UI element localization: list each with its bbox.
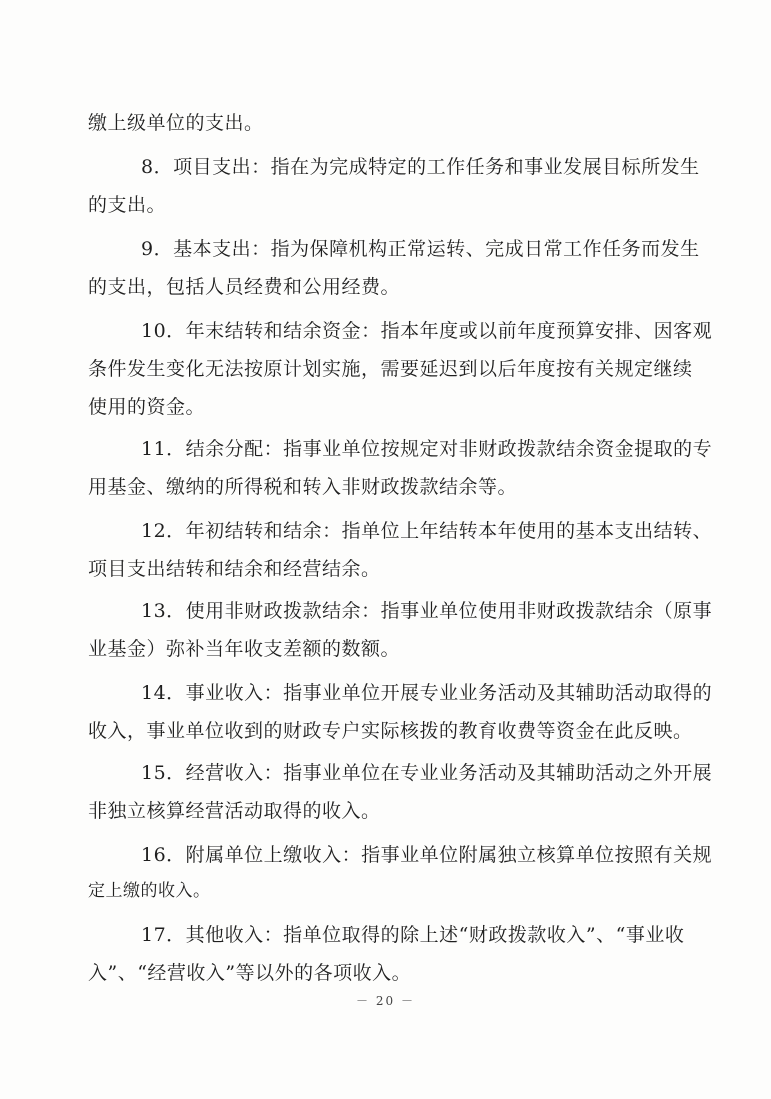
text-line: 项目支出结转和结余和经营结余。 — [88, 558, 381, 580]
text-line: 非独立核算经营活动取得的收入。 — [88, 800, 381, 822]
text-line: 8．项目支出：指在为完成特定的工作任务和事业发展目标所发生 — [141, 156, 700, 178]
text-line: 的支出。 — [88, 194, 167, 216]
text-line: 10．年末结转和结余资金：指本年度或以前年度预算安排、因客观 — [141, 320, 713, 342]
text-line: 缴上级单位的支出。 — [88, 112, 264, 134]
text-line: 11．结余分配：指事业单位按规定对非财政拨款结余资金提取的专 — [141, 438, 713, 460]
text-line: 入”、“经营收入”等以外的各项收入。 — [88, 962, 412, 984]
text-line: 9．基本支出：指为保障机构正常运转、完成日常工作任务而发生 — [141, 238, 700, 260]
text-line: 16．附属单位上缴收入：指事业单位附属独立核算单位按照有关规 — [141, 844, 713, 866]
text-line: 使用的资金。 — [88, 396, 206, 418]
text-line: 13．使用非财政拨款结余：指事业单位使用非财政拨款结余（原事 — [141, 600, 713, 622]
text-line: 收入，事业单位收到的财政专户实际核拨的教育收费等资金在此反映。 — [88, 720, 693, 742]
text-line: 业基金）弥补当年收支差额的数额。 — [88, 638, 401, 660]
text-line: 14．事业收入：指事业单位开展专业业务活动及其辅助活动取得的 — [141, 682, 713, 704]
text-line: 的支出，包括人员经费和公用经费。 — [88, 276, 401, 298]
text-line: 17．其他收入：指单位取得的除上述“财政拨款收入”、“事业收 — [141, 924, 685, 946]
text-line: 12．年初结转和结余：指单位上年结转本年使用的基本支出结转、 — [141, 520, 713, 542]
page-number: － 20 － — [356, 994, 415, 1008]
text-line: 定上缴的收入。 — [88, 881, 211, 901]
text-line: 15．经营收入：指事业单位在专业业务活动及其辅助活动之外开展 — [141, 762, 713, 784]
text-line: 用基金、缴纳的所得税和转入非财政拨款结余等。 — [88, 476, 518, 498]
text-line: 条件发生变化无法按原计划实施，需要延迟到以后年度按有关规定继续 — [88, 358, 693, 380]
